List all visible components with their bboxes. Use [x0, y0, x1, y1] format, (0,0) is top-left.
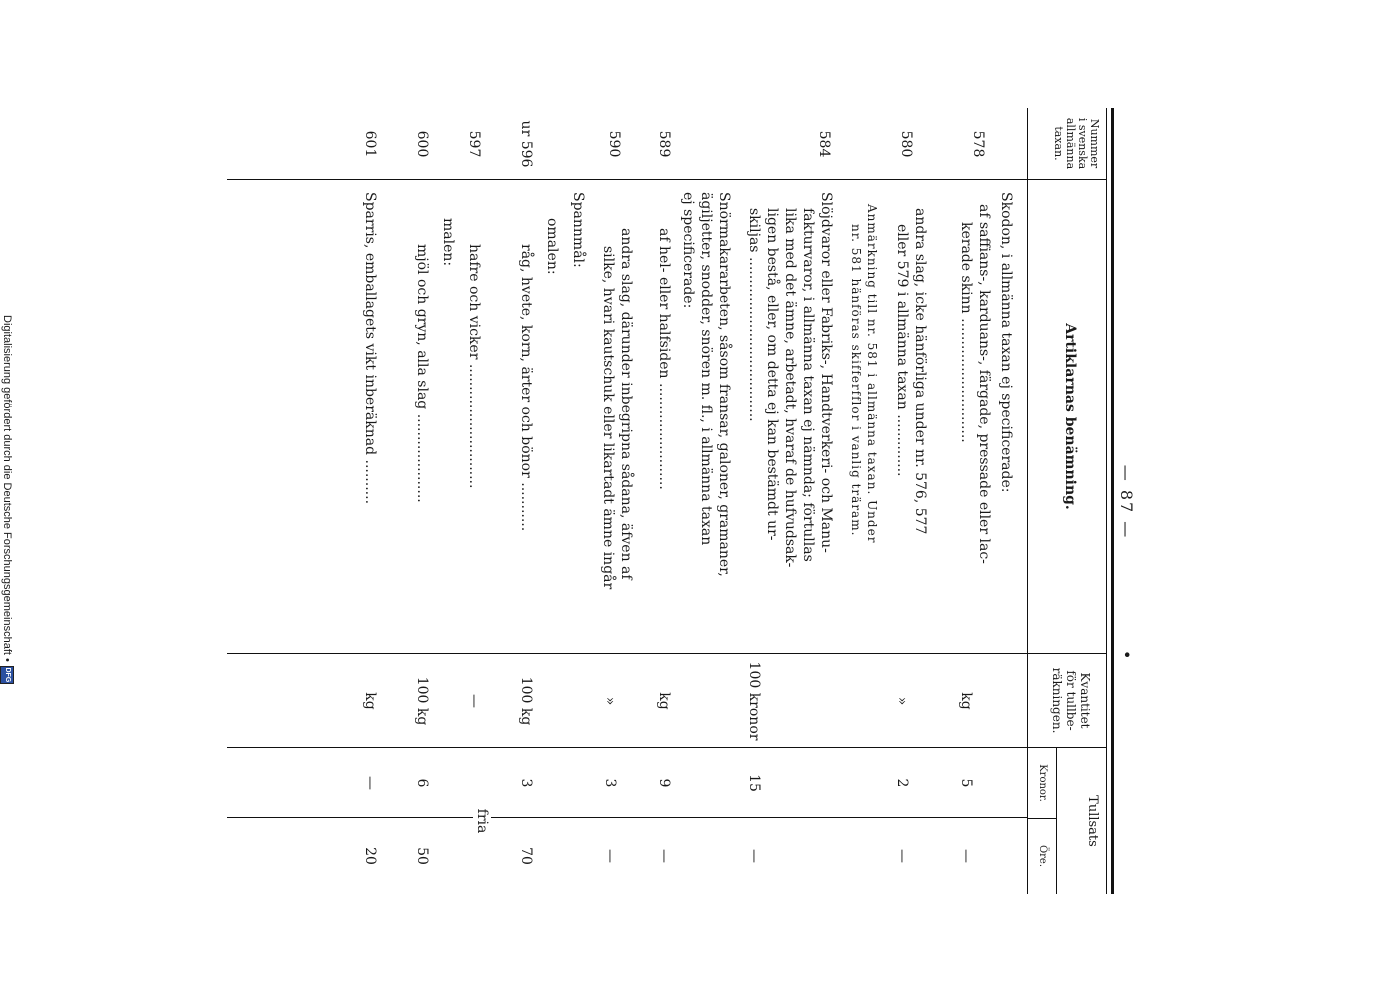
header-quantity-line: räkningen.: [1050, 667, 1064, 734]
header-number-line: allmänna: [1064, 117, 1077, 170]
row-kronor: 15: [746, 774, 762, 792]
row-quantity: kg: [362, 692, 378, 710]
row-quantity: 100 kg: [414, 676, 430, 726]
row-text: Skodon, i allmänna taxan ej specificerade:: [998, 192, 1014, 493]
row-text: råg, hvete, korn, ärter och bönor ...........: [518, 244, 534, 532]
row-text: hafre och vicker ............................: [466, 244, 482, 489]
header-kronor: Kronor.: [1028, 748, 1056, 819]
row-ore: —: [746, 849, 762, 863]
page-dot: •: [1117, 650, 1136, 660]
row-ore: —: [894, 849, 910, 863]
row-note: Anmärkning till nr. 581 i allmänna taxan. Under: [865, 204, 879, 544]
header-number-line: Nummer: [1088, 118, 1101, 169]
row-text: kerade skinn ............................: [958, 222, 974, 443]
header-description: Artiklarnas benämning.: [1028, 180, 1106, 654]
row-ore: 20: [362, 847, 378, 865]
row-text: Snörmakararbeten, såsom fransar, galoner, gramaner,: [716, 192, 732, 577]
table-top-rule: [1106, 108, 1114, 894]
row-text: ej specificerade:: [680, 192, 696, 309]
row-quantity: 100 kg: [518, 676, 534, 726]
row-note: nr. 581 hänföras skifferfflor i vanlig träram.: [849, 224, 863, 537]
row-number: 601: [362, 130, 378, 158]
row-quantity: kg: [958, 692, 974, 710]
row-kronor: 6: [414, 778, 430, 788]
row-text: Sparris, emballagets vikt inberäknad ..........: [362, 192, 378, 505]
header-tullsats: [1028, 748, 1106, 894]
header-quantity-line: Kvantitet: [1078, 672, 1092, 729]
row-text: Spannmål:: [570, 192, 586, 268]
row-number: 578: [970, 130, 986, 158]
row-text: eller 579 i allmänna taxan ..............: [894, 224, 910, 477]
row-kronor: 3: [518, 778, 534, 788]
row-number: 600: [414, 130, 430, 158]
row-ore: —: [602, 849, 618, 863]
row-kronor: —: [362, 776, 378, 790]
digitization-note-text: Digitalisierung gefördert durch die Deutsche Forschungsgemeinschaft •: [1, 315, 13, 662]
row-ore: —: [656, 849, 672, 863]
row-text: fakturvaror, i allmänna taxan ej nämnda; förtullas: [800, 208, 816, 562]
header-tullsats-subcols: [1028, 748, 1056, 894]
header-number-line: i svenska: [1076, 117, 1089, 170]
row-quantity: kg: [656, 692, 672, 710]
row-quantity: 100 kronor: [746, 661, 762, 741]
row-text: af saffians-, karduans-, färgade, pressade eller lac-: [976, 204, 992, 564]
row-text: malen:: [440, 218, 456, 267]
row-number: 590: [606, 130, 622, 158]
table-header: [1027, 108, 1106, 894]
row-text: Slöjdvaror eller Fabriks-, Handtverkeri- och Manu-: [818, 192, 834, 553]
row-text: af hel- eller halfsiden ........................: [656, 228, 672, 490]
row-text: silke, hvari kautschuk eller likartadt ämne ingår: [600, 246, 616, 590]
row-text: andra slag, icke hänförliga under nr. 576, 577: [912, 208, 928, 535]
row-text: lika med det ämne, arbetadt, hvaraf de hufvudsak-: [782, 208, 798, 568]
row-text: skiljas .....................................: [746, 208, 762, 422]
row-text: mjöl och gryn, alla slag ....................: [414, 244, 430, 503]
dfg-logo-icon: DFG: [0, 666, 14, 684]
header-tullsats-label: Tullsats: [1056, 748, 1106, 894]
row-ore: 50: [414, 847, 430, 865]
row-number: 589: [656, 130, 672, 158]
header-quantity: [1028, 654, 1106, 748]
row-number: ur 596: [518, 120, 534, 168]
digitization-note: [0, 315, 15, 1000]
rotated-sheet: [210, 60, 1140, 940]
row-quantity: »: [894, 696, 910, 706]
row-kronor: 3: [602, 778, 618, 788]
tariff-table: [227, 108, 1114, 894]
row-fria: fria: [473, 748, 491, 894]
row-text: ägiljetter, snodder, snören m. fl., i allmänna taxan: [698, 192, 714, 546]
row-kronor: 5: [958, 778, 974, 788]
row-number: 597: [466, 130, 482, 158]
header-number-line: taxan.: [1052, 126, 1065, 161]
row-number: 580: [898, 130, 914, 158]
row-text: omalen:: [544, 218, 560, 275]
row-quantity: —: [466, 694, 482, 708]
page-number: — 87 —: [1117, 464, 1136, 540]
row-text: andra slag, därunder inbegripna sådana, äfven af: [618, 228, 634, 580]
row-ore: —: [958, 849, 974, 863]
row-kronor: 9: [656, 778, 672, 788]
row-quantity: »: [602, 696, 618, 706]
row-text: ligen bestå, eller, om detta ej kan bestämdt ur-: [764, 208, 780, 541]
row-number: 584: [816, 130, 832, 158]
table-body: [227, 108, 1027, 894]
row-kronor: 2: [894, 778, 910, 788]
header-ore: Öre.: [1037, 844, 1048, 868]
row-ore: 70: [518, 847, 534, 865]
header-quantity-line: för tullbe-: [1064, 670, 1078, 731]
header-number: [1028, 108, 1106, 180]
